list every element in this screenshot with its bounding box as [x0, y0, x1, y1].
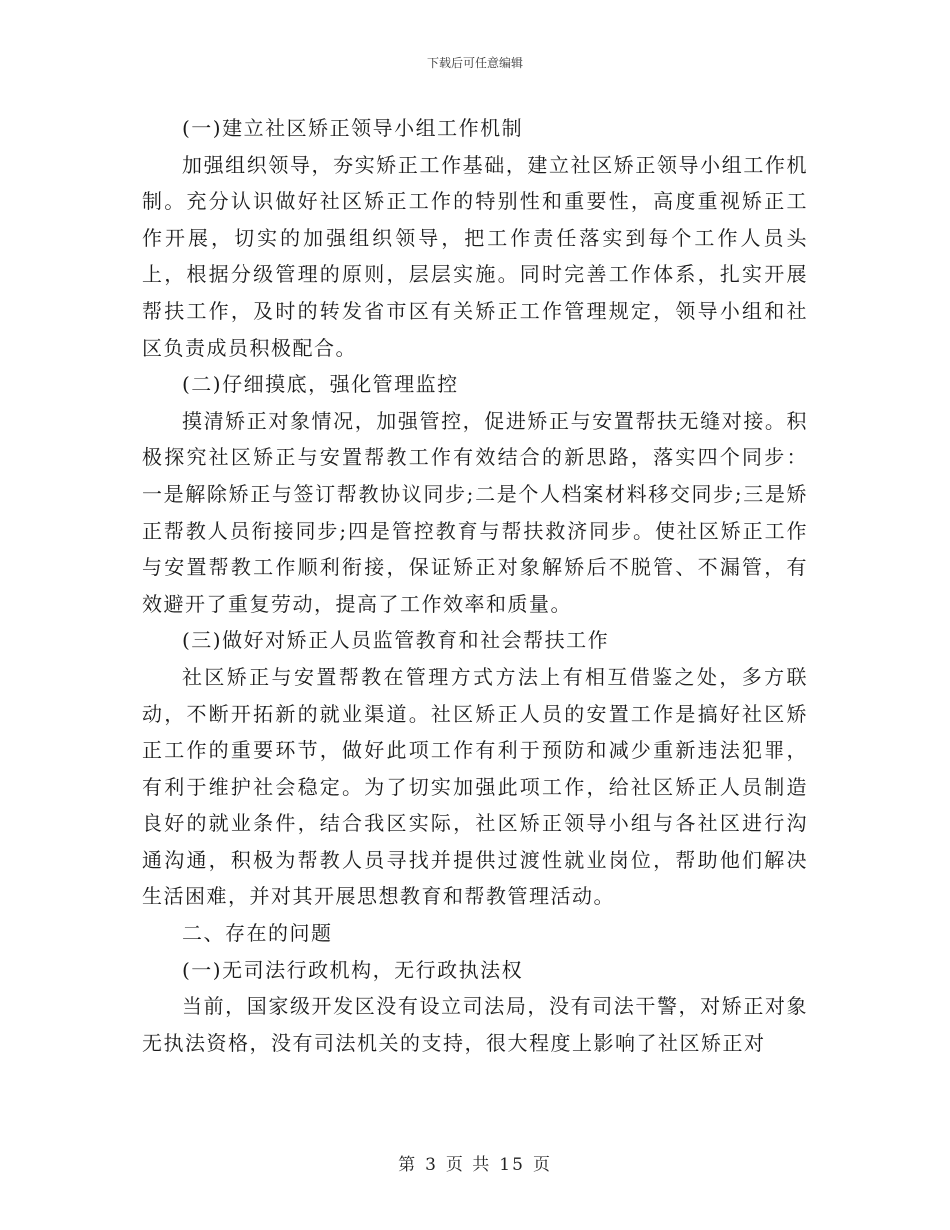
paragraph-1: 加强组织领导，夯实矫正工作基础，建立社区矫正领导小组工作机制。充分认识做好社区矫正工作的特别性和重要性，高度重视矫正工作开展，切实的加强组织领导，把工作责任落实到每个工作人员头上，根据分级管理的原则，层层实施。同时完善工作体系，扎实开展帮扶工作，及时的转发省市区有关矫正工作管理规定，领导小组和社区负责成员积极配合。	[142, 152, 808, 360]
paragraph-4: 当前，国家级开发区没有设立司法局，没有司法干警，对矫正对象无执法资格，没有司法机关的支持，很大程度上影响了社区矫正对	[142, 994, 808, 1055]
section-heading-4: (一)无司法行政机构，无行政执法权	[182, 957, 524, 982]
chapter-heading-2: 二、存在的问题	[182, 921, 333, 946]
footer-prefix: 第	[398, 1155, 418, 1175]
paragraph-2: 摸清矫正对象情况，加强管控，促进矫正与安置帮扶无缝对接。积极探究社区矫正与安置帮教工作有效结合的新思路，落实四个同步：一是解除矫正与签订帮教协议同步;二是个人档案材料移交同步;三是矫正帮教人员衔接同步;四是管控教育与帮扶救济同步。使社区矫正工作与安置帮教工作顺利衔接，保证矫正对象解矫后不脱管、不漏管，有效避开了重复劳动，提高了工作效率和质量。	[142, 408, 808, 616]
page-header: 下载后可任意编辑	[426, 56, 523, 70]
section-heading-3: (三)做好对矫正人员监管教育和社会帮扶工作	[182, 628, 610, 653]
footer-current-page: 3	[425, 1155, 438, 1175]
page-footer	[0, 1150, 950, 1175]
footer-total-pages: 15	[499, 1155, 525, 1175]
footer-mid: 页 共	[445, 1155, 492, 1175]
footer-suffix: 页	[532, 1155, 552, 1175]
section-heading-2: (二)仔细摸底，强化管理监控	[182, 372, 459, 397]
section-heading-1: (一)建立社区矫正领导小组工作机制	[182, 116, 524, 140]
paragraph-3: 社区矫正与安置帮教在管理方式方法上有相互借鉴之处，多方联动，不断开拓新的就业渠道。社区矫正人员的安置工作是搞好社区矫正工作的重要环节，做好此项工作有利于预防和减少重新违法犯罪，有利于维护社会稳定。为了切实加强此项工作，给社区矫正人员制造良好的就业条件，结合我区实际，社区矫正领导小组与各社区进行沟通沟通，积极为帮教人员寻找并提供过渡性就业岗位，帮助他们解决生活困难，并对其开展思想教育和帮教管理活动。	[142, 664, 808, 909]
document-body	[142, 110, 808, 1061]
